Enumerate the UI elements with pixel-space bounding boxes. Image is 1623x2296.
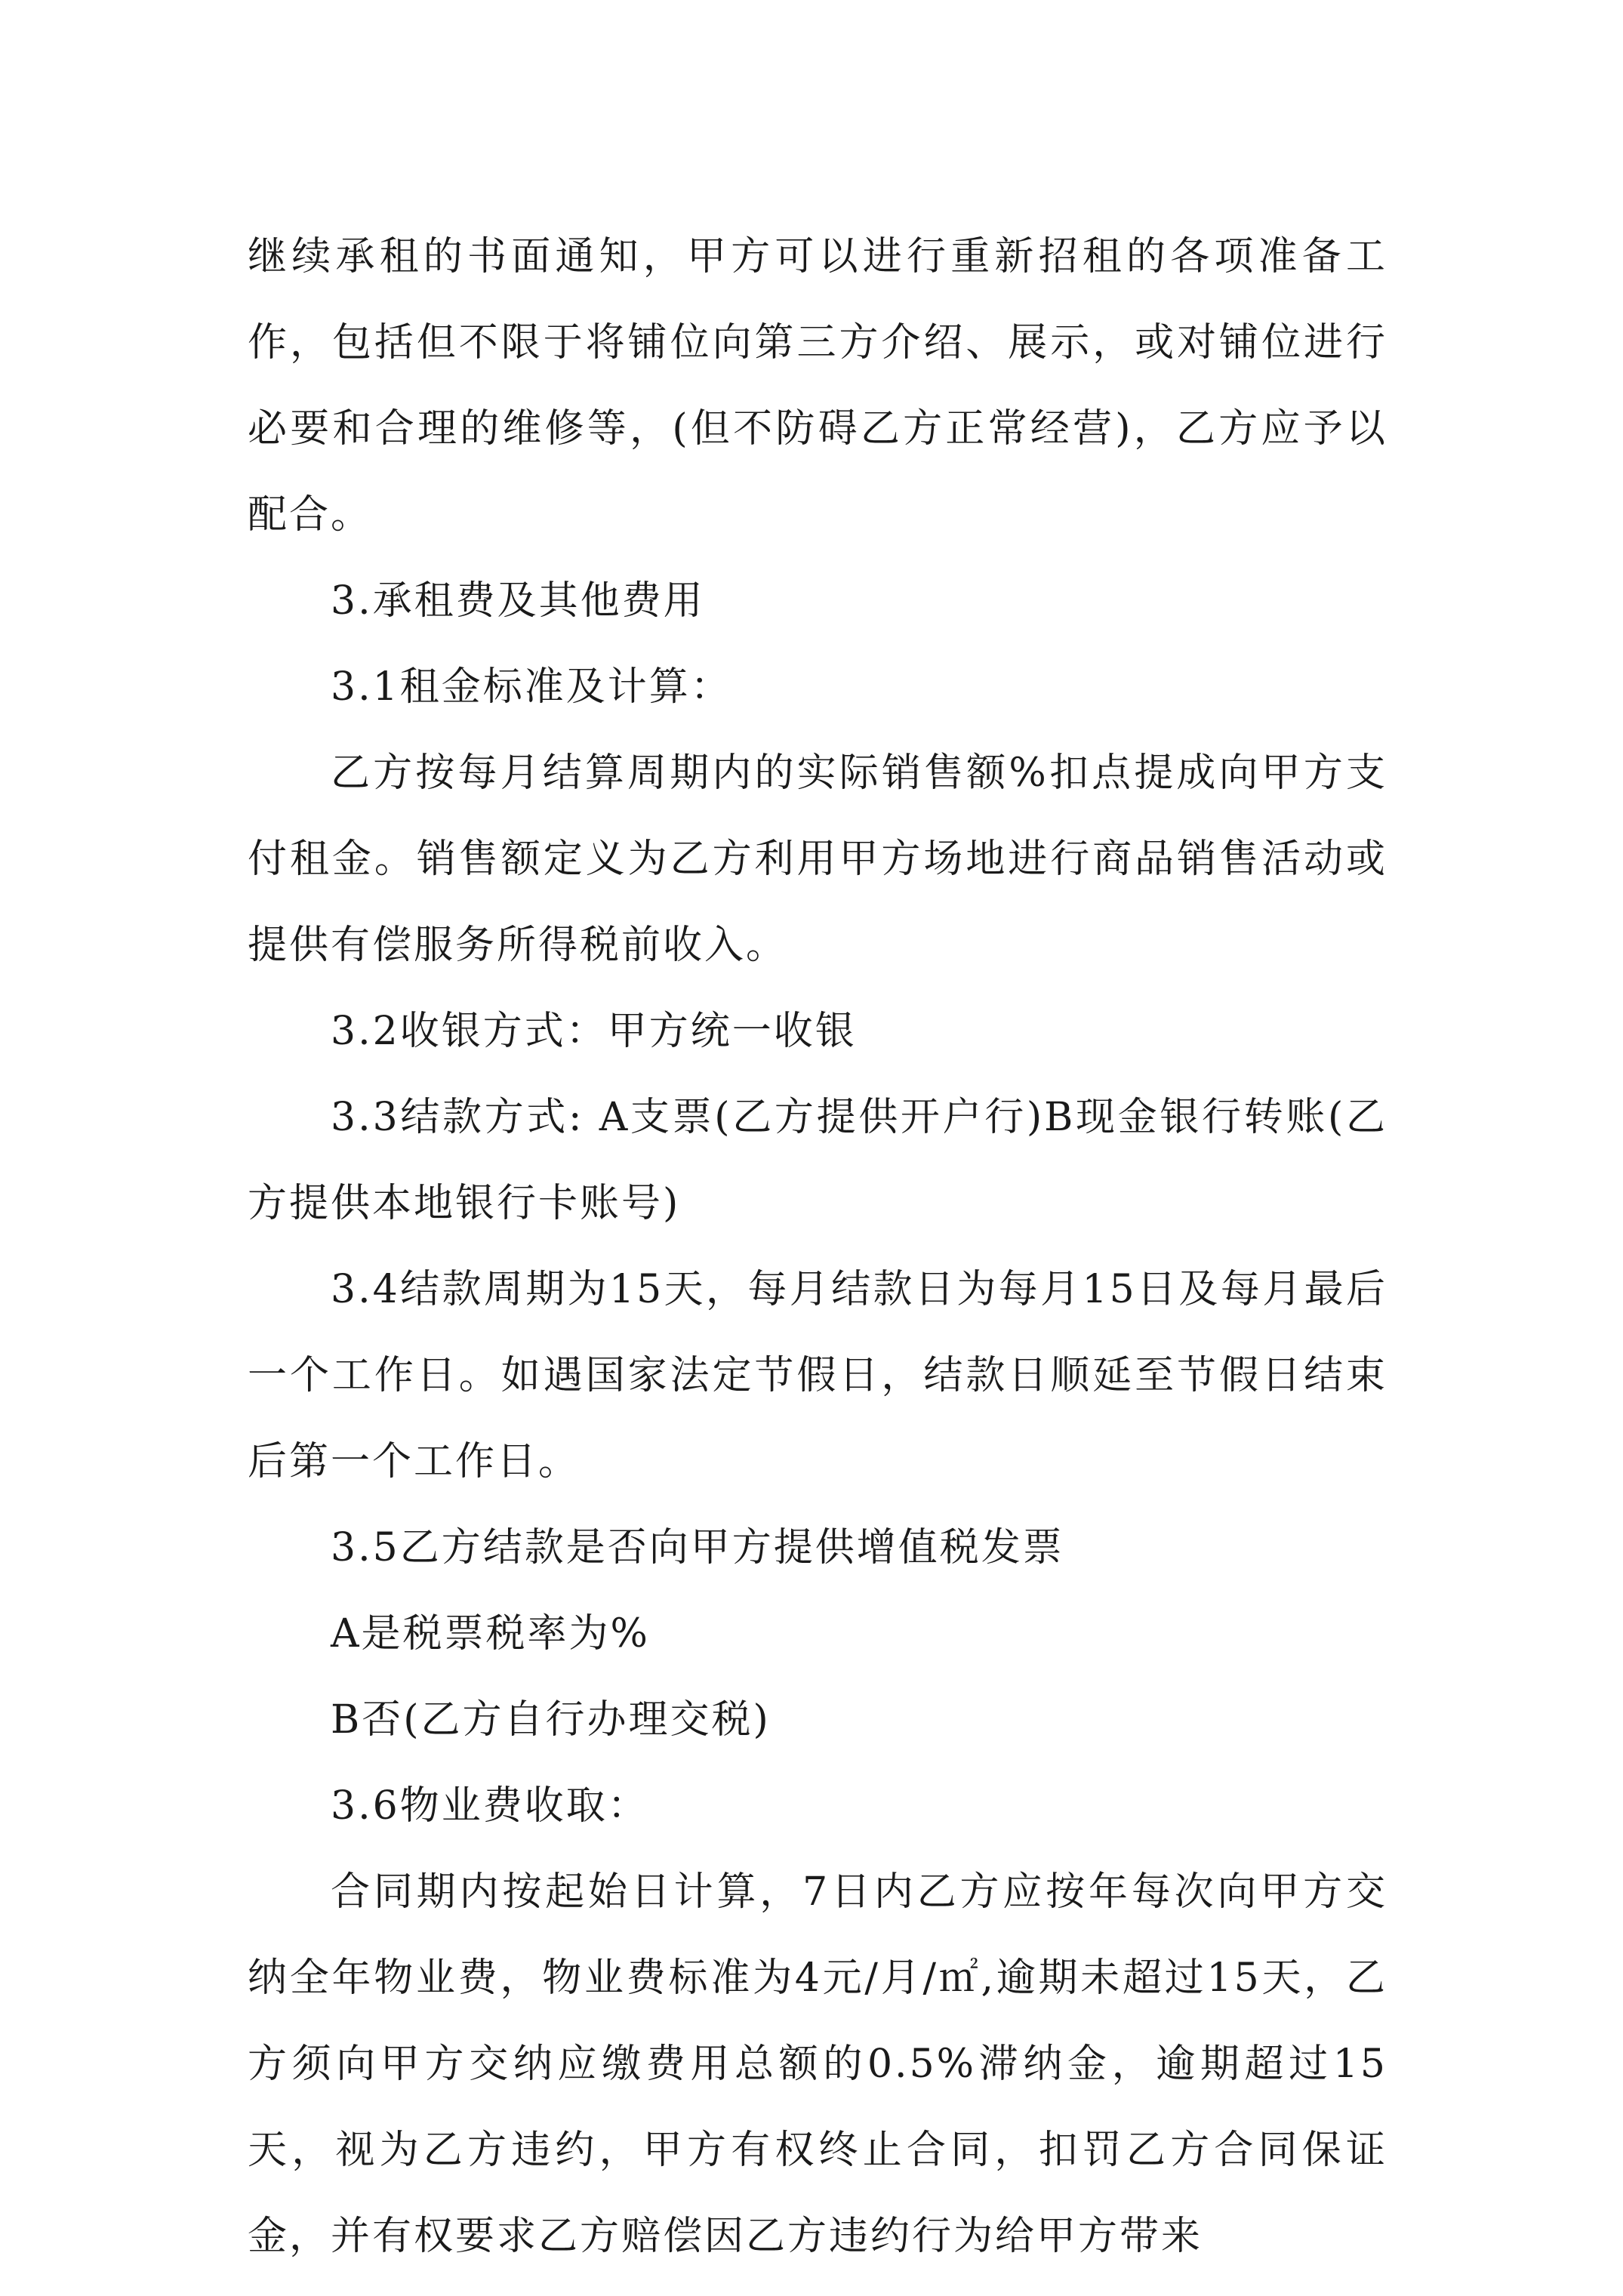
- paragraph-continuation: 继续承租的书面通知，甲方可以进行重新招租的各项准备工作，包括但不限于将铺位向第三方介绍、展示，或对铺位进行必要和合理的维修等，(但不防碍乙方正常经营)，乙方应予以配合。: [248, 234, 1387, 538]
- clause-3-1-heading: 3.1租金标准及计算：: [331, 664, 732, 710]
- clause-3-5-option-a: A是税票税率为%: [331, 1611, 650, 1657]
- clause-3-1-body: 乙方按每月结算周期内的实际销售额%扣点提成向甲方支付租金。销售额定义为乙方利用甲方场地进行商品销售活动或提供有偿服务所得税前收入。: [248, 750, 1387, 968]
- clause-3-5-option-b: B否(乙方自行办理交税): [331, 1697, 771, 1743]
- clause-3-6-heading: 3.6物业费收取：: [331, 1783, 649, 1829]
- clause-3-3: 3.3结款方式: A支票(乙方提供开户行)B现金银行转账(乙方提供本地银行卡账号): [248, 1095, 1387, 1226]
- clause-3-5: 3.5乙方结款是否向甲方提供增值税发票: [331, 1525, 1064, 1570]
- clause-3-6-body: 合同期内按起始日计算，7日内乙方应按年每次向甲方交纳全年物业费，物业费标准为4元/月/㎡,逾期未超过15天，乙方须向甲方交纳应缴费用总额的0.5%滞纳金，逾期超过15天，视为乙方违约，甲方有权终止合同，扣罚乙方合同保证金，并有权要求乙方赔偿因乙方违约行为给甲方带来: [248, 1869, 1387, 2259]
- document-body: [248, 214, 1387, 2279]
- clause-3-4: 3.4结款周期为15天，每月结款日为每月15日及每月最后一个工作日。如遇国家法定节假日，结款日顺延至节假日结束后第一个工作日。: [248, 1267, 1387, 1484]
- clause-3-2: 3.2收银方式：甲方统一收银: [331, 1009, 857, 1054]
- section-heading-3: 3.承租费及其他费用: [331, 578, 705, 624]
